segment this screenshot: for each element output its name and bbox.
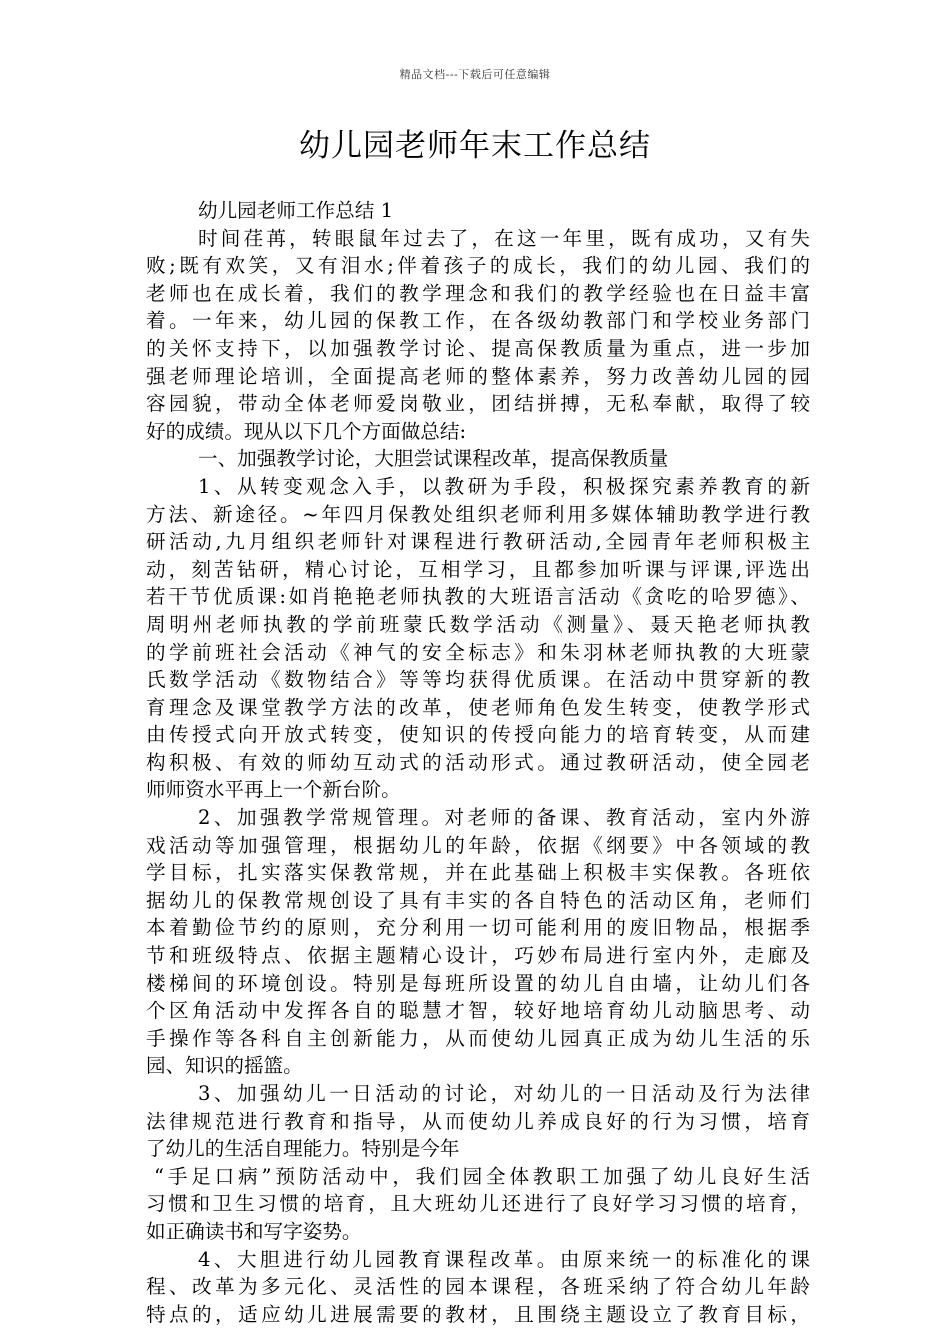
body-line: 节和班级特点、依据主题精心设计，巧妙布局进行室内外，走廊及 [146, 944, 810, 968]
body-line: 由传授式向开放式转变，使知识的传授向能力的培育转变，从而建 [146, 723, 810, 747]
header-note: 精品文档---下载后可任意编辑 [399, 68, 551, 81]
body-line: 周明州老师执教的学前班蒙氏数学活动《测量》、聂天艳老师执教 [146, 612, 810, 636]
body-line: 育理念及课堂教学方法的改革，使老师角色发生转变，使教学形式 [146, 695, 810, 719]
body-line: 师师资水平再上一个新台阶。 [146, 778, 401, 802]
body-line: 老师也在成长着，我们的教学理念和我们的教学经验也在日益丰富 [146, 281, 810, 305]
body-line: 特点的，适应幼儿进展需要的教材，且围绕主题设立了教育目标， [146, 1302, 810, 1326]
body-line: 一、加强教学讨论，大胆尝试课程改革，提高保教质量 [198, 447, 669, 471]
document-title: 幼儿园老师年末工作总结 [299, 128, 651, 164]
body-line: 时间荏苒，转眼鼠年过去了，在这一年里，既有成功，又有失 [198, 226, 810, 250]
body-line: 构积极、有效的师幼互动式的活动形式。通过教研活动，使全园老 [146, 750, 810, 774]
body-line: 3、加强幼儿一日活动的讨论，对幼儿的一日活动及行为法律 [198, 1082, 810, 1105]
body-line: 强老师理论培训，全面提高老师的整体素养，努力改善幼儿园的园 [146, 364, 810, 388]
body-line: 手操作等各科自主创新能力，从而使幼儿园真正成为幼儿生活的乐 [146, 1026, 810, 1050]
body-line: 的学前班社会活动《神气的安全标志》和朱羽林老师执教的大班蒙 [146, 640, 810, 664]
body-line: 1、从转变观念入手，以教研为手段，积极探究素养教育的新 [198, 474, 810, 498]
body-line: 2、加强教学常规管理。对老师的备课、教育活动，室内外游 [198, 806, 810, 830]
body-line: 楼梯间的环境创设。特别是每班所设置的幼儿自由墙，让幼儿们各 [146, 971, 810, 995]
body-line: 程、改革为多元化、灵活性的园本课程，各班采纳了符合幼儿年龄 [146, 1275, 810, 1299]
body-line: 据幼儿的保教常规创设了具有丰实的各自特色的活动区角，老师们 [146, 888, 810, 912]
document-body [146, 197, 810, 1328]
body-line: “手足口病”预防活动中，我们园全体教职工加强了幼儿良好生活 [154, 1164, 810, 1188]
body-line: 园、知识的摇篮。 [146, 1054, 303, 1078]
body-line: 败;既有欢笑，又有泪水;伴着孩子的成长，我们的幼儿园、我们的 [146, 254, 810, 278]
body-line: 的关怀支持下，以加强教学讨论、提高保教质量为重点，进一步加 [146, 336, 810, 360]
body-line: 氏数学活动《数物结合》等等均获得优质课。在活动中贯穿新的教 [146, 668, 810, 692]
body-line: 本着勤俭节约的原则，充分利用一切可能利用的废旧物品，根据季 [146, 916, 810, 940]
body-line: 方法、新途径。~年四月保教处组织老师利用多媒体辅助教学进行教 [146, 502, 810, 526]
body-line: 了幼儿的生活自理能力。特别是今年 [146, 1137, 460, 1161]
body-line: 容园貌，带动全体老师爱岗敬业，团结拼搏，无私奉献，取得了较 [146, 392, 810, 416]
body-line: 若干节优质课:如肖艳艳老师执教的大班语言活动《贪吃的哈罗德》、 [146, 585, 810, 609]
body-line: 法律规范进行教育和指导，从而使幼儿养成良好的行为习惯，培育 [146, 1109, 810, 1133]
body-line: 好的成绩。现从以下几个方面做总结: [146, 419, 467, 443]
body-line: 幼儿园老师工作总结 1 [198, 199, 394, 222]
body-line: 个区角活动中发挥各自的聪慧才智，较好地培育幼儿动脑思考、动 [146, 999, 810, 1023]
body-line: 如正确读书和写字姿势。 [146, 1219, 362, 1243]
body-line: 学目标，扎实落实保教常规，并在此基础上积极丰实保教。各班依 [146, 861, 810, 885]
body-line: 动，刻苦钻研，精心讨论，互相学习，且都参加听课与评课,评选出 [146, 557, 810, 581]
body-line: 研活动,九月组织老师针对课程进行教研活动,全园青年老师积极主 [146, 530, 810, 554]
body-line: 着。一年来，幼儿园的保教工作，在各级幼教部门和学校业务部门 [146, 309, 810, 333]
body-line: 4、大胆进行幼儿园教育课程改革。由原来统一的标准化的课 [198, 1247, 810, 1271]
body-line: 戏活动等加强管理，根据幼儿的年龄，依据《纲要》中各领域的教 [146, 833, 810, 857]
body-line: 习惯和卫生习惯的培育，且大班幼儿还进行了良好学习习惯的培育， [146, 1192, 810, 1216]
